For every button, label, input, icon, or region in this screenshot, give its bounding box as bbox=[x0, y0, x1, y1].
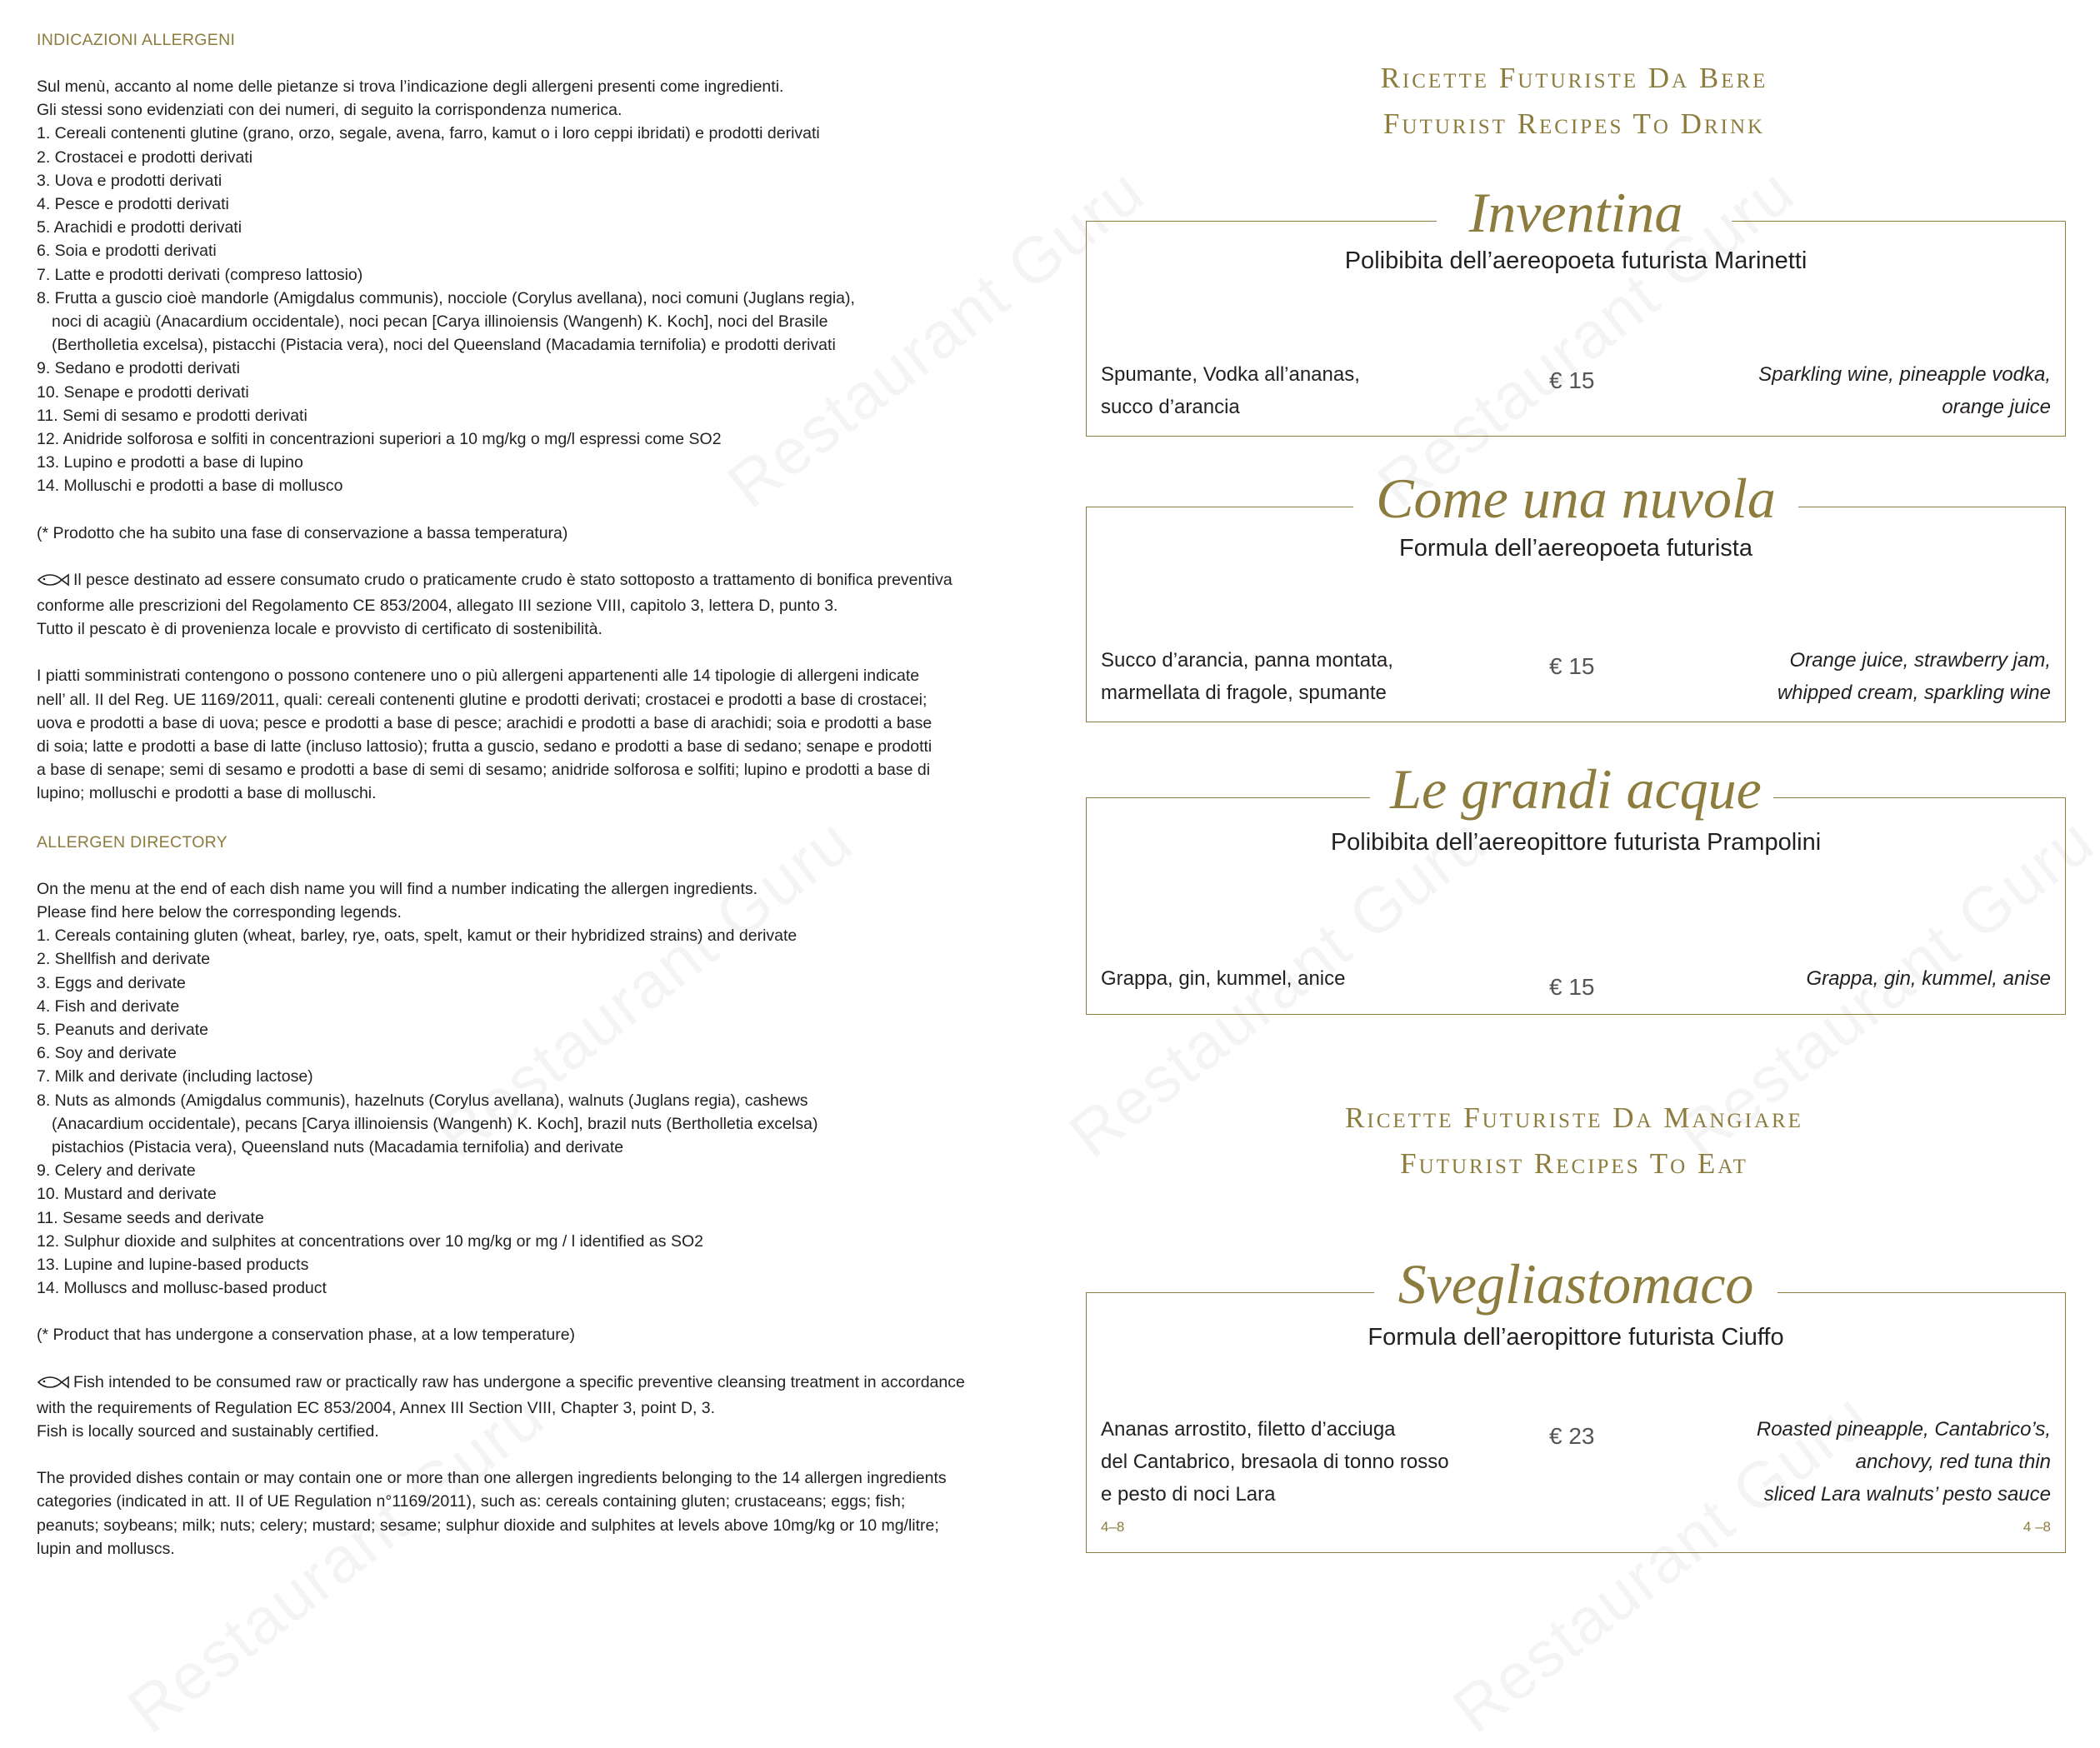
dishes-line: uova e prodotti a base di uova; pesce e prodotti a base di pesce; arachidi e prodotti a base di arachidi; soia e prodotti a base bbox=[37, 713, 932, 732]
item-ingredients-it bbox=[1101, 644, 1393, 709]
allergen-item: 11. Semi di sesamo e prodotti derivati bbox=[37, 406, 308, 425]
allergen-item: 9. Sedano e prodotti derivati bbox=[37, 359, 240, 378]
dishes-line: I piatti somministrati contengono o possono contenere uno o più allergeni appartenenti alle 14 tipologie di allergeni indicate bbox=[37, 667, 920, 686]
item-price: € 15 bbox=[1549, 367, 1595, 393]
allergen-item: 3. Uova e prodotti derivati bbox=[37, 171, 222, 190]
ingredient-line: marmellata di fragole, spumante bbox=[1101, 682, 1387, 704]
allergen-item-continued bbox=[37, 333, 1028, 357]
allergen-item: 12. Sulphur dioxide and sulphites at concentrations over 10 mg/kg or mg / l identified as SO2 bbox=[37, 1231, 703, 1251]
item-ingredients-en bbox=[1757, 1413, 2051, 1511]
allergen-item: 11. Sesame seeds and derivate bbox=[37, 1208, 264, 1227]
allergen-item: 8. Nuts as almonds (Amigdalus communis), hazelnuts (Corylus avellana), walnuts (Juglans regia), cashews bbox=[37, 1091, 808, 1110]
allergen-item: 6. Soy and derivate bbox=[37, 1044, 178, 1063]
item-ingredients-it bbox=[1101, 962, 1345, 995]
note-it: (* Prodotto che ha subito una fase di conservazione a bassa temperatura) bbox=[37, 523, 568, 542]
section-title-line: Futurist Recipes To Eat bbox=[1400, 1147, 1748, 1180]
allergen-item: 5. Arachidi e prodotti derivati bbox=[37, 218, 242, 237]
allergen-item: 12. Anidride solforosa e solfiti in concentrazioni superiori a 10 mg/kg o mg/l espressi come SO2 bbox=[37, 430, 722, 449]
item-name: Come una nuvola bbox=[1376, 467, 1776, 530]
ingredient-line: Ananas arrostito, filetto d’acciuga bbox=[1101, 1418, 1396, 1441]
allergen-info-column bbox=[37, 28, 1028, 1561]
menu-item-le-grandi-acque bbox=[1086, 757, 2066, 1015]
continued-line: (Bertholletia excelsa), pistacchi (Pistacia vera), noci del Queensland (Macadamia ternifolia) e prodotti derivati bbox=[52, 336, 836, 355]
ingredient-line: Spumante, Vodka all’ananas, bbox=[1101, 363, 1360, 386]
ingredient-line: e pesto di noci Lara bbox=[1101, 1483, 1276, 1506]
item-ingredients-it bbox=[1101, 358, 1360, 423]
fish-note-line: Tutto il pescato è di provenienza locale e provvisto di certificato di sostenibilità. bbox=[37, 620, 602, 639]
ingredient-line: whipped cream, sparkling wine bbox=[1777, 682, 2051, 704]
item-ingredients-en bbox=[1758, 358, 2051, 423]
fish-note-line bbox=[37, 1371, 1028, 1396]
allergen-item: 10. Senape e prodotti derivati bbox=[37, 382, 249, 402]
dishes-line: di soia; latte e prodotti a base di latte (incluso lattosio); frutta a guscio, sedano e prodotti a base di sedano; senape e prodotti bbox=[37, 737, 932, 757]
allergen-item: 10. Mustard and derivate bbox=[37, 1185, 217, 1204]
intro-line: Sul menù, accanto al nome delle pietanze si trova l’indicazione degli allergeni presenti come ingredienti. bbox=[37, 77, 784, 96]
dishes-line: a base di senape; semi di sesamo e prodotti a base di semi di sesamo; anidride solforosa e solfiti; lupino e prodotti a base di bbox=[37, 761, 931, 780]
dishes-line: categories (indicated in att. II of UE Regulation n°1169/2011), such as: cereals containing gluten; crustaceans; eggs; fish; bbox=[37, 1492, 906, 1511]
allergen-item: 7. Latte e prodotti derivati (compreso lattosio) bbox=[37, 265, 363, 284]
allergen-item: 7. Milk and derivate (including lactose) bbox=[37, 1067, 313, 1086]
fish-note-text: Il pesce destinato ad essere consumato crudo o praticamente crudo è stato sottoposto a trattamento di bonifica preventiva bbox=[73, 570, 952, 589]
item-name: Le grandi acque bbox=[1390, 757, 1762, 821]
intro-line: Please find here below the corresponding legends. bbox=[37, 902, 402, 921]
eat-section-title bbox=[1083, 1095, 2065, 1186]
fish-icon bbox=[37, 1373, 70, 1396]
item-price: € 23 bbox=[1549, 1423, 1595, 1449]
fish-note-text: Fish intended to be consumed raw or practically raw has undergone a specific preventive cleansing treatment in accordance bbox=[73, 1372, 965, 1391]
menu-item-inventina bbox=[1086, 181, 2066, 437]
item-ingredients-en bbox=[1778, 644, 2051, 709]
ingredient-line: Grappa, gin, kummel, anice bbox=[1101, 967, 1346, 990]
ingredient-line: succo d’arancia bbox=[1101, 396, 1240, 418]
fish-note-line bbox=[37, 568, 1028, 594]
fish-note-en bbox=[37, 1371, 1028, 1444]
allergen-item: 4. Pesce e prodotti derivati bbox=[37, 195, 229, 214]
allergen-item: 3. Eggs and derivate bbox=[37, 973, 186, 992]
menu-item-come-una-nuvola bbox=[1086, 467, 2066, 722]
drink-section-title bbox=[1083, 55, 2065, 147]
allergen-item: 1. Cereali contenenti glutine (grano, orzo, segale, avena, farro, kamut o i loro ceppi ibridati) e prodotti derivati bbox=[37, 124, 820, 143]
fish-note-line: with the requirements of Regulation EC 853/2004, Annex III Section VIII, Chapter 3, point D, 3. bbox=[37, 1398, 716, 1417]
allergen-item: 13. Lupino e prodotti a base di lupino bbox=[37, 453, 303, 472]
item-name: Inventina bbox=[1468, 181, 1683, 244]
section-title-line: Ricette Futuriste Da Bere bbox=[1380, 62, 1768, 94]
dishes-note-it bbox=[37, 664, 1028, 805]
allergen-item: 5. Peanuts and derivate bbox=[37, 1020, 208, 1039]
allergen-item-continued bbox=[37, 310, 1028, 333]
item-ingredients-en bbox=[1807, 962, 2051, 995]
allergen-codes-en: 4 –8 bbox=[2022, 1519, 2051, 1535]
ingredient-line: Roasted pineapple, Cantabrico’s, bbox=[1756, 1418, 2051, 1441]
item-subtitle: Formula dell’aereopoeta futurista bbox=[1399, 535, 1752, 562]
section-title-line: Ricette Futuriste Da Mangiare bbox=[1345, 1101, 1803, 1134]
ingredient-line: sliced Lara walnuts’ pesto sauce bbox=[1763, 1483, 2051, 1506]
allergen-list-en bbox=[37, 924, 1028, 1300]
ingredient-line: Grappa, gin, kummel, anise bbox=[1806, 967, 2051, 990]
dishes-note-en bbox=[37, 1466, 1028, 1561]
allergen-heading-it: INDICAZIONI ALLERGENI bbox=[37, 31, 236, 49]
intro-line: Gli stessi sono evidenziati con dei numeri, di seguito la corrispondenza numerica. bbox=[37, 101, 622, 120]
allergen-intro-it bbox=[37, 75, 1028, 122]
allergen-item-continued bbox=[37, 1112, 1028, 1136]
fish-note-it bbox=[37, 568, 1028, 642]
allergen-item: 14. Molluscs and mollusc-based product bbox=[37, 1279, 327, 1298]
allergen-item: 2. Crostacei e prodotti derivati bbox=[37, 147, 253, 167]
fish-note-line: conforme alle prescrizioni del Regolamento CE 853/2004, allegato III sezione VIII, capitolo 3, lettera D, punto 3. bbox=[37, 597, 838, 616]
ingredient-line: Succo d’arancia, panna montata, bbox=[1101, 649, 1393, 672]
ingredient-line: anchovy, red tuna thin bbox=[1855, 1451, 2051, 1473]
continued-line: noci di acagiù (Anacardium occidentale), noci pecan [Carya illinoiensis (Wangenh) K. Koch], noci del Brasile bbox=[52, 312, 828, 332]
ingredient-line: orange juice bbox=[1942, 396, 2051, 418]
allergen-item: 13. Lupine and lupine-based products bbox=[37, 1255, 309, 1274]
note-en: (* Product that has undergone a conservation phase, at a low temperature) bbox=[37, 1326, 576, 1345]
dishes-line: peanuts; soybeans; milk; nuts; celery; mustard; sesame; sulphur dioxide and sulphites at levels above 10mg/kg or 10 mg/litre; bbox=[37, 1516, 939, 1535]
dishes-line: lupino; molluschi e prodotti a base di molluschi. bbox=[37, 784, 377, 803]
allergen-list-it bbox=[37, 122, 1028, 497]
continued-line: (Anacardium occidentale), pecans [Carya illinoiensis (Wangenh) K. Koch], brazil nuts (Bertholletia excelsa) bbox=[52, 1114, 818, 1133]
allergen-item: 14. Molluschi e prodotti a base di mollusco bbox=[37, 477, 343, 496]
item-ingredients-it bbox=[1101, 1413, 1449, 1511]
dishes-line: nell’ all. II del Reg. UE 1169/2011, quali: cereali contenenti glutine e prodotti derivati; crostacei e prodotti a base di crostacei; bbox=[37, 690, 928, 709]
ingredient-line: Sparkling wine, pineapple vodka, bbox=[1758, 363, 2051, 386]
menu-item-svegliastomaco bbox=[1086, 1252, 2066, 1553]
allergen-item: 6. Soia e prodotti derivati bbox=[37, 242, 217, 261]
item-subtitle: Polibibita dell’aereopittore futurista Prampolini bbox=[1330, 829, 1822, 856]
dishes-line: lupin and molluscs. bbox=[37, 1539, 175, 1558]
allergen-item: 9. Celery and derivate bbox=[37, 1161, 196, 1181]
allergen-item: 2. Shellfish and derivate bbox=[37, 950, 211, 969]
intro-line: On the menu at the end of each dish name you will find a number indicating the allergen ingredients. bbox=[37, 879, 758, 898]
item-subtitle: Formula dell’aeropittore futurista Ciuffo bbox=[1368, 1324, 1784, 1351]
ingredient-line: del Cantabrico, bresaola di tonno rosso bbox=[1101, 1451, 1449, 1473]
item-price: € 15 bbox=[1549, 974, 1595, 1000]
allergen-codes-it: 4–8 bbox=[1101, 1519, 1125, 1535]
item-name: Svegliastomaco bbox=[1398, 1252, 1754, 1316]
ingredient-line: Orange juice, strawberry jam, bbox=[1789, 649, 2051, 672]
fish-icon bbox=[37, 571, 70, 594]
allergen-item-continued bbox=[37, 1136, 1028, 1159]
item-subtitle: Polibibita dell’aereopoeta futurista Marinetti bbox=[1344, 247, 1808, 274]
allergen-item: 8. Frutta a guscio cioè mandorle (Amigdalus communis), nocciole (Corylus avellana), noci comuni (Juglans regia), bbox=[37, 288, 855, 307]
allergen-intro-en bbox=[37, 877, 1028, 924]
allergen-item: 4. Fish and derivate bbox=[37, 996, 180, 1016]
dishes-line: The provided dishes contain or may contain one or more than one allergen ingredients belonging to the 14 allergen ingredients bbox=[37, 1469, 947, 1488]
allergen-item: 1. Cereals containing gluten (wheat, barley, rye, oats, spelt, kamut or their hybridized strains) and derivate bbox=[37, 926, 798, 946]
continued-line: pistachios (Pistacia vera), Queensland nuts (Macadamia ternifolia) and derivate bbox=[52, 1137, 624, 1156]
allergen-heading-en: ALLERGEN DIRECTORY bbox=[37, 832, 228, 852]
section-title-line: Futurist Recipes To Drink bbox=[1382, 107, 1766, 140]
item-price: € 15 bbox=[1549, 653, 1595, 679]
fish-note-line: Fish is locally sourced and sustainably certified. bbox=[37, 1421, 379, 1441]
